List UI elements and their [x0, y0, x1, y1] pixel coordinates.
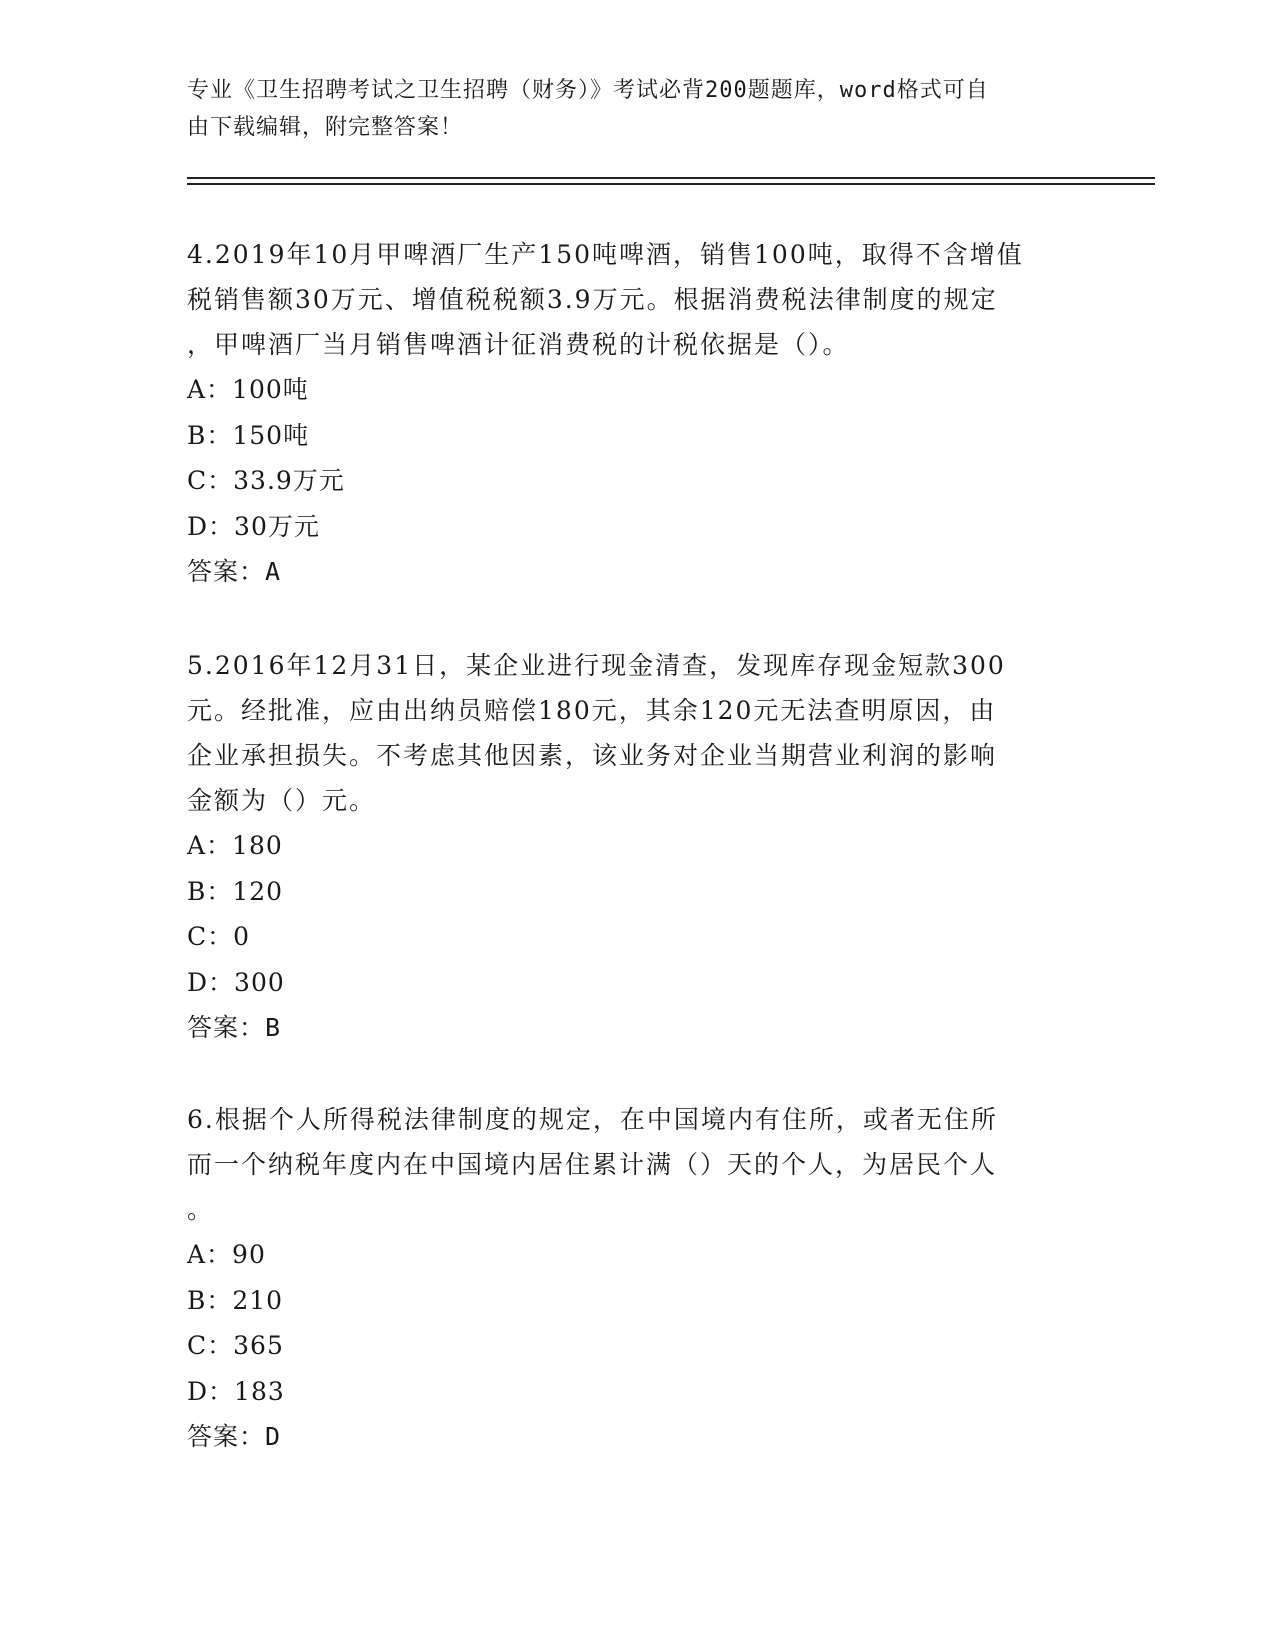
- question-text-line: 税销售额30万元、增值税税额3.9万元。根据消费税法律制度的规定: [187, 285, 998, 314]
- answer-line: 答案：D: [187, 1422, 282, 1451]
- answer-line: 答案：A: [187, 557, 282, 586]
- option-a: A：180: [187, 831, 283, 860]
- answer-line: 答案：B: [187, 1013, 282, 1042]
- header-divider-top: [187, 177, 1155, 179]
- option-c: C：365: [187, 1331, 284, 1360]
- question-text-line: 元。经批准，应由出纳员赔偿180元，其余120元无法查明原因，由: [187, 696, 997, 725]
- option-d: D：300: [187, 967, 285, 997]
- header-divider-bottom: [187, 183, 1155, 185]
- option-c: C：0: [187, 922, 251, 951]
- question-5: [187, 643, 1087, 1050]
- option-b: B：120: [187, 876, 284, 906]
- question-4: [187, 232, 1087, 594]
- option-a: A：90: [187, 1240, 266, 1269]
- header-line-2: 由下载编辑，附完整答案！: [187, 115, 464, 140]
- question-text-line: 。: [187, 1195, 215, 1224]
- question-text-line: 6.根据个人所得税法律制度的规定，在中国境内有住所，或者无住所: [187, 1105, 998, 1134]
- question-text-line: ，甲啤酒厂当月销售啤酒计征消费税的计税依据是（）。: [187, 330, 850, 359]
- option-a: A：100吨: [187, 375, 309, 404]
- question-text-line: 金额为（）元。: [187, 786, 377, 815]
- question-text-line: 5.2016年12月31日，某企业进行现金清查，发现库存现金短款300: [187, 651, 1006, 680]
- option-b: B：210: [187, 1285, 284, 1315]
- question-text-line: 企业承担损失。不考虑其他因素，该业务对企业当期营业利润的影响: [187, 741, 998, 770]
- question-text-line: 而一个纳税年度内在中国境内居住累计满（）天的个人，为居民个人: [187, 1150, 998, 1179]
- document-header: [187, 72, 1067, 146]
- header-line-1: 专业《卫生招聘考试之卫生招聘（财务）》考试必背200题题库，word格式可自: [187, 78, 989, 103]
- option-b: B：150吨: [187, 420, 310, 450]
- option-d: D：30万元: [187, 511, 320, 541]
- option-d: D：183: [187, 1376, 285, 1406]
- question-6: [187, 1097, 1087, 1459]
- question-text-line: 4.2019年10月甲啤酒厂生产150吨啤酒，销售100吨，取得不含增值: [187, 240, 1024, 269]
- option-c: C：33.9万元: [187, 466, 345, 495]
